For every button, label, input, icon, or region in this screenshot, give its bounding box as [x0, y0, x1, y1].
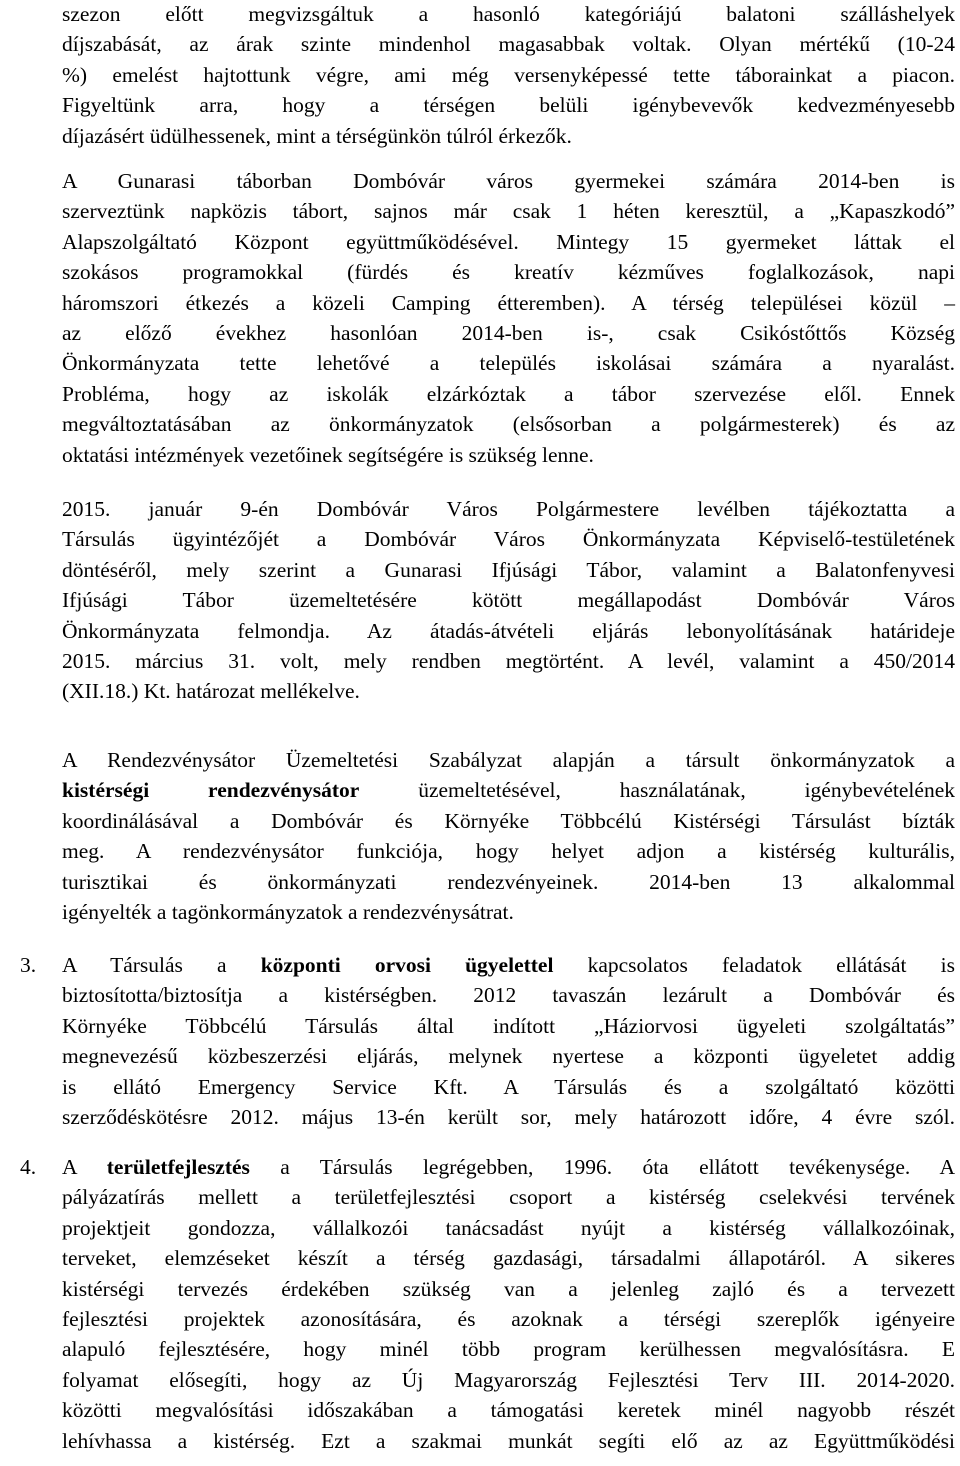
- text-line: közötti megvalósítási időszakában a támogatási keretek minél nagyobb részét: [62, 1398, 955, 1423]
- text-line: turisztikai és önkormányzati rendezvényeinek. 2014-ben 13 alkalommal: [62, 869, 955, 894]
- paragraph-camp-pricing: [62, 0, 955, 151]
- text-line: megnevezésű közbeszerzési eljárás, melynek nyertese a központi ügyeletet addig: [62, 1044, 955, 1069]
- bold-term: kistérségi rendezvénysátor: [62, 778, 360, 803]
- text-line: igényelték a tagönkormányzatok a rendezvénysátrat.: [62, 899, 514, 924]
- text-line: Önkormányzata felmondja. Az átadás-átvételi eljárás lebonyolításának határideje: [62, 618, 955, 643]
- text-line: Ifjúsági Tábor üzemeltetésére kötött megállapodást Dombóvár Város: [62, 588, 955, 613]
- text-line: 2015. január 9-én Dombóvár Város Polgármestere levélben tájékoztatta a: [62, 497, 955, 521]
- bold-term: központi orvosi ügyelettel: [260, 953, 554, 977]
- text-fragment: kapcsolatos feladatok ellátását is: [553, 953, 955, 977]
- text-line: terveket, elemzéseket készít a térség gazdasági, társadalmi állapotáról. A sikeres: [62, 1246, 955, 1271]
- text-line: Önkormányzata tette lehetővé a település iskolásai számára a nyaralást.: [62, 351, 955, 376]
- text-fragment: A Társulás a: [62, 953, 261, 977]
- text-line: szezon előtt megvizsgáltuk a hasonló kategóriájú balatoni szálláshelyek: [62, 2, 955, 26]
- text-line: döntéséről, mely szerint a Gunarasi Ifjúsági Tábor, valamint a Balatonfenyvesi: [62, 557, 955, 582]
- text-line: projektjeit gondozza, vállalkozói tanácsadást nyújt a kistérség vállalkozóinak,: [62, 1215, 955, 1240]
- list-number: 3.: [20, 953, 37, 977]
- text-line: Alapszolgáltató Központ együttműködésével. Mintegy 15 gyermeket láttak el: [62, 229, 955, 254]
- text-line: kistérségi tervezés érdekében szükség van a jelenleg zajló és a tervezett: [62, 1276, 955, 1301]
- list-item-regional-development: [62, 1152, 955, 1456]
- text-line: lehívhassa a kistérség. Ezt a szakmai munkát segíti elő az az Együttműködési: [62, 1428, 955, 1453]
- text-fragment: a Társulás legrégebben, 1996. óta ellátott tevékenysége. A: [249, 1155, 955, 1179]
- text-line: is ellátó Emergency Service Kft. A Társulás és a szolgáltató közötti: [62, 1074, 955, 1099]
- text-line: Figyeltünk arra, hogy a térségen belüli igénybevevők kedvezményesebb: [62, 93, 955, 118]
- text-line: háromszori étkezés a közeli Camping étteremben). A térség települései közül –: [62, 290, 955, 315]
- text-line: az előző évekhez hasonlóan 2014-ben is-, csak Csikóstőttős Község: [62, 320, 955, 345]
- text-line: biztosította/biztosítja a kistérségben. 2012 tavaszán lezárult a Dombóvár és: [62, 983, 955, 1008]
- text-line: Probléma, hogy az iskolák elzárkóztak a tábor szervezése elől. Ennek: [62, 381, 955, 406]
- text-line: (XII.18.) Kt. határozat mellékelve.: [62, 679, 360, 704]
- paragraph-termination-letter: [62, 494, 955, 707]
- text-line: meg. A rendezvénysátor funkciója, hogy helyet adjon a kistérség kulturális,: [62, 839, 955, 864]
- text-line: szokásos programokkal (fürdés és kreatív kézműves foglalkozások, napi: [62, 260, 955, 285]
- text-line: A Gunarasi táborban Dombóvár város gyermekei számára 2014-ben is: [62, 169, 955, 193]
- list-number: 4.: [20, 1155, 37, 1179]
- paragraph-event-tent: [62, 745, 955, 927]
- text-line: díjszabását, az árak szinte mindenhol magasabbak voltak. Olyan mértékű (10-24: [62, 32, 955, 57]
- text-line: oktatási intézmények vezetőinek segítségére is szükség lenne.: [62, 442, 594, 467]
- text-line: koordinálásával a Dombóvár és Környéke Többcélú Kistérségi Társulást bízták: [62, 808, 955, 833]
- paragraph-gunaras-day-camp: [62, 166, 955, 470]
- text-line: szerveztünk napközis tábort, sajnos már csak 1 héten keresztül, a „Kapaszkodó”: [62, 199, 955, 224]
- text-line-with-bold: [62, 1152, 955, 1182]
- text-fragment: üzemeltetésével, használatának, igénybevételének: [359, 778, 955, 803]
- text-line: %) emelést hajtottunk végre, ami még versenyképessé tette táborainkat a piacon.: [62, 62, 955, 87]
- list-item-medical-duty: [62, 950, 955, 1132]
- text-line: folyamat elősegíti, hogy az Új Magyarország Fejlesztési Terv III. 2014-2020.: [62, 1367, 955, 1392]
- text-line: A Rendezvénysátor Üzemeltetési Szabályzat alapján a társult önkormányzatok a: [62, 748, 955, 772]
- text-line: Társulás ügyintézőjét a Dombóvár Város Önkormányzata Képviselő-testületének: [62, 527, 955, 552]
- text-line: Környéke Többcélú Társulás által indított „Háziorvosi ügyeleti szolgáltatás”: [62, 1013, 955, 1038]
- text-line-with-bold: [62, 950, 955, 980]
- text-line-with-bold: [62, 775, 955, 805]
- text-line: díjazásért üdülhessenek, mint a térségünkön túlról érkezők.: [62, 123, 572, 148]
- text-line: fejlesztési projektek azonosítására, és azoknak a térségi szereplők igényeire: [62, 1306, 955, 1331]
- text-line: szerződéskötésre 2012. május 13-én került sor, mely határozott időre, 4 évre szól.: [62, 1104, 955, 1129]
- bold-term: területfejlesztés: [106, 1155, 250, 1179]
- text-line: alapuló fejlesztésére, hogy minél több program kerülhessen megvalósításra. E: [62, 1337, 955, 1362]
- text-line: 2015. március 31. volt, mely rendben megtörtént. A levél, valamint a 450/2014: [62, 648, 955, 673]
- text-line: megváltoztatásában az önkormányzatok (elsősorban a polgármesterek) és az: [62, 412, 955, 437]
- text-fragment: A: [62, 1155, 107, 1179]
- text-line: pályázatírás mellett a területfejlesztési csoport a kistérség cselekvési tervének: [62, 1185, 955, 1210]
